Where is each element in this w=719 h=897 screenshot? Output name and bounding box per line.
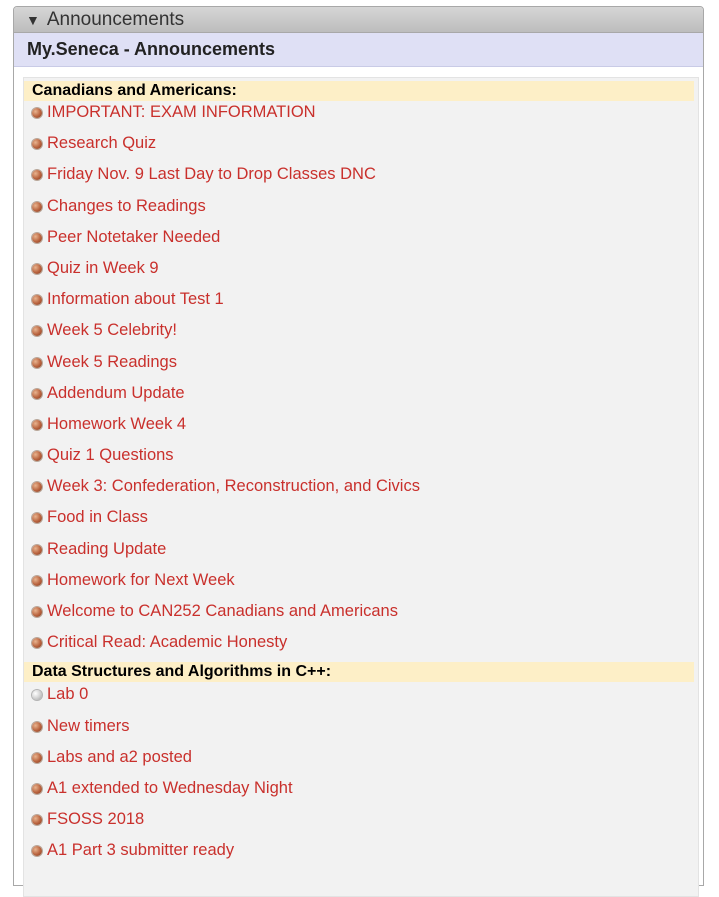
unread-bullet-icon (32, 202, 42, 212)
unread-bullet-icon (32, 545, 42, 555)
list-item (24, 197, 698, 228)
unread-bullet-icon (32, 607, 42, 617)
unread-bullet-icon (32, 358, 42, 368)
list-item (24, 748, 698, 779)
announcement-list (24, 103, 698, 664)
announcement-link[interactable]: Reading Update (47, 539, 167, 558)
list-item (24, 508, 698, 539)
announcement-link[interactable]: Lab 0 (47, 685, 89, 704)
unread-bullet-icon (32, 139, 42, 149)
list-item (24, 571, 698, 602)
announcement-link[interactable]: Quiz 1 Questions (47, 446, 174, 465)
announcement-link[interactable]: Week 3: Confederation, Reconstruction, and Civics (47, 477, 420, 496)
unread-bullet-icon (32, 420, 42, 430)
unread-bullet-icon (32, 784, 42, 794)
list-item (24, 477, 698, 508)
announcement-link[interactable]: Quiz in Week 9 (47, 258, 159, 277)
announcement-link[interactable]: A1 Part 3 submitter ready (47, 841, 235, 860)
announcement-link[interactable]: A1 extended to Wednesday Night (47, 778, 293, 797)
unread-bullet-icon (32, 108, 42, 118)
announcement-link[interactable]: Week 5 Readings (47, 352, 177, 371)
list-item (24, 103, 698, 134)
list-item (24, 228, 698, 259)
unread-bullet-icon (32, 576, 42, 586)
list-item (24, 685, 698, 716)
course-title: Data Structures and Algorithms in C++: (24, 662, 694, 682)
portlet-title: Announcements (46, 8, 185, 30)
announcement-link[interactable]: Addendum Update (47, 383, 185, 402)
list-item (24, 415, 698, 446)
unread-bullet-icon (32, 722, 42, 732)
unread-bullet-icon (32, 295, 42, 305)
unread-bullet-icon (32, 233, 42, 243)
list-item (24, 134, 698, 165)
list-item (24, 810, 698, 841)
portlet-header[interactable] (14, 7, 703, 33)
unread-bullet-icon (32, 753, 42, 763)
announcement-link[interactable]: Labs and a2 posted (47, 747, 192, 766)
unread-bullet-icon (32, 451, 42, 461)
announcement-link[interactable]: Critical Read: Academic Honesty (47, 633, 288, 652)
collapse-triangle-icon[interactable]: ▼ (26, 11, 40, 28)
subheader-title: My.Seneca - Announcements (27, 39, 276, 59)
announcement-link[interactable]: Food in Class (47, 508, 148, 527)
read-bullet-icon (32, 690, 42, 700)
list-item (24, 290, 698, 321)
course-section (24, 662, 698, 872)
list-item (24, 717, 698, 748)
unread-bullet-icon (32, 482, 42, 492)
list-item (24, 321, 698, 352)
announcement-link[interactable]: FSOSS 2018 (47, 810, 145, 829)
list-item (24, 384, 698, 415)
unread-bullet-icon (32, 389, 42, 399)
list-item (24, 633, 698, 664)
list-item (24, 446, 698, 477)
announcement-link[interactable]: Research Quiz (47, 134, 157, 153)
unread-bullet-icon (32, 264, 42, 274)
list-item (24, 259, 698, 290)
announcement-link[interactable]: Peer Notetaker Needed (47, 227, 221, 246)
announcement-link[interactable]: Welcome to CAN252 Canadians and Americans (47, 602, 398, 620)
announcement-link[interactable]: Homework for Next Week (47, 570, 235, 589)
list-item (24, 602, 698, 633)
unread-bullet-icon (32, 513, 42, 523)
list-item (24, 540, 698, 571)
unread-bullet-icon (32, 326, 42, 336)
announcement-link[interactable]: Changes to Readings (47, 196, 206, 215)
announcement-link[interactable]: Information about Test 1 (47, 290, 224, 309)
announcement-link[interactable]: Friday Nov. 9 Last Day to Drop Classes DNC (47, 165, 376, 184)
list-item (24, 779, 698, 810)
announcements-portlet (13, 6, 704, 886)
announcement-link[interactable]: IMPORTANT: EXAM INFORMATION (47, 103, 316, 121)
announcement-link[interactable]: New timers (47, 716, 130, 735)
portlet-subheader (14, 33, 703, 67)
announcement-link[interactable]: Week 5 Celebrity! (47, 321, 177, 340)
unread-bullet-icon (32, 846, 42, 856)
course-title: Canadians and Americans: (24, 81, 694, 101)
announcements-content (23, 77, 699, 897)
course-section (24, 81, 698, 664)
unread-bullet-icon (32, 170, 42, 180)
list-item (24, 353, 698, 384)
list-item (24, 841, 698, 872)
unread-bullet-icon (32, 638, 42, 648)
list-item (24, 165, 698, 196)
announcement-list (24, 685, 698, 872)
unread-bullet-icon (32, 815, 42, 825)
announcement-link[interactable]: Homework Week 4 (47, 414, 187, 433)
